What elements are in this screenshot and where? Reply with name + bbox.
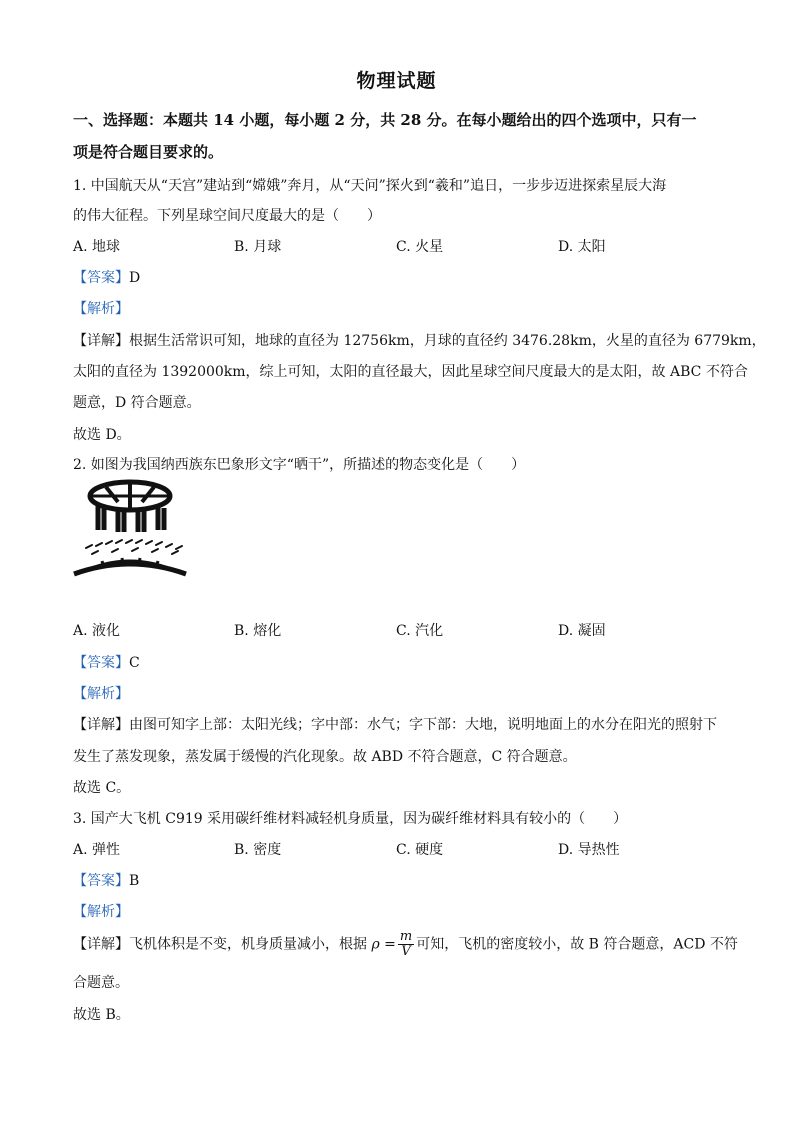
- detail-text-post: 可知，飞机的密度较小，故 B 符合题意，ACD 不符: [416, 936, 738, 953]
- formula-denominator: V: [401, 944, 411, 959]
- answer-tag: 【答案】: [73, 270, 129, 286]
- density-formula-lhs: ρ =: [371, 936, 396, 953]
- q1-detail-line-3: 题意，D 符合题意。: [73, 395, 201, 411]
- q2-option-a: A. 液化: [73, 623, 121, 639]
- dongba-glyph-figure: [72, 478, 188, 580]
- q3-stem: 3. 国产大飞机 C919 采用碳纤维材料减轻机身质量，因为碳纤维材料具有较小的（ ）: [73, 811, 628, 827]
- q1-option-a: A. 地球: [73, 239, 121, 255]
- section-header-line-2: 项是符合题目要求的。: [73, 143, 224, 161]
- density-formula-fraction: [398, 930, 414, 959]
- q1-answer: [73, 267, 733, 287]
- q2-detail-line-1: [73, 714, 733, 734]
- detail-tag: 【详解】: [73, 717, 129, 733]
- q3-option-d: D. 导热性: [558, 842, 620, 858]
- detail-tag: 【详解】: [73, 333, 129, 349]
- q2-option-b: B. 熔化: [234, 623, 282, 639]
- q2-option-d: D. 凝固: [558, 623, 606, 639]
- q1-detail-line-1: [73, 330, 766, 350]
- q2-analysis-tag: 【解析】: [73, 686, 129, 702]
- q3-detail-line-2: 合题意。: [73, 975, 129, 991]
- detail-text-pre: 飞机体积是不变，机身质量减小，根据: [129, 936, 367, 953]
- q3-option-b: B. 密度: [234, 842, 282, 858]
- q3-detail-line-1: [73, 929, 738, 959]
- q1-stem-line-2: 的伟大征程。下列星球空间尺度最大的是（ ）: [73, 208, 381, 224]
- detail-text: 根据生活常识可知，地球的直径为 12756km，月球的直径约 3476.28km，火星的直径为 6779km，: [129, 333, 766, 349]
- q3-option-a: A. 弹性: [73, 842, 121, 858]
- q1-conclusion: 故选 D。: [73, 427, 131, 443]
- q1-option-d: D. 太阳: [558, 239, 606, 255]
- q1-option-b: B. 月球: [234, 239, 282, 255]
- answer-tag: 【答案】: [73, 873, 129, 889]
- q1-option-c: C. 火星: [396, 239, 444, 255]
- q3-answer: [73, 870, 733, 890]
- page-title: 物理试题: [356, 70, 437, 92]
- answer-value: C: [129, 655, 140, 671]
- formula-numerator: m: [399, 929, 413, 944]
- q2-detail-line-2: 发生了蒸发现象，蒸发属于缓慢的汽化现象。故 ABD 不符合题意，C 符合题意。: [73, 749, 577, 765]
- detail-tag: 【详解】: [73, 936, 129, 953]
- q1-analysis-tag: 【解析】: [73, 301, 129, 317]
- q2-answer: [73, 652, 733, 672]
- answer-tag: 【答案】: [73, 655, 129, 671]
- detail-text: 由图可知字上部：太阳光线；字中部：水气；字下部：大地，说明地面上的水分在阳光的照射下: [129, 717, 717, 733]
- answer-value: B: [129, 873, 140, 889]
- q3-option-c: C. 硬度: [396, 842, 444, 858]
- q2-option-c: C. 汽化: [396, 623, 444, 639]
- q1-stem-line-1: 1. 中国航天从“天宫”建站到“嫦娥”奔月，从“天问”探火到“羲和”追日，一步步迈进探索星辰大海: [73, 178, 667, 194]
- q3-analysis-tag: 【解析】: [73, 904, 129, 920]
- answer-value: D: [129, 270, 141, 286]
- q1-detail-line-2: 太阳的直径为 1392000km，综上可知，太阳的直径最大，因此星球空间尺度最大的是太阳，故 ABC 不符合: [73, 364, 748, 380]
- q3-conclusion: 故选 B。: [73, 1007, 130, 1023]
- section-header-line-1: 一、选择题：本题共 14 小题，每小题 2 分，共 28 分。在每小题给出的四个选项中，只有一: [73, 111, 697, 129]
- q2-conclusion: 故选 C。: [73, 780, 131, 796]
- q2-stem: 2. 如图为我国纳西族东巴象形文字“晒干”，所描述的物态变化是（ ）: [73, 457, 526, 473]
